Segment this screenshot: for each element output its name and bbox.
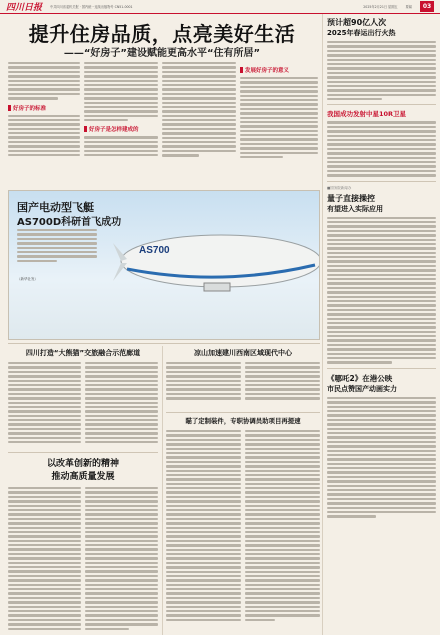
lead-subhead: ——“好房子”建设赋能更高水平“住有所居” — [63, 48, 261, 59]
masthead-info: 中共四川省委机关报 · 国内统一连续出版物号 CN51-0001 — [50, 5, 133, 9]
airship-gondola — [204, 283, 230, 291]
body-text — [8, 115, 80, 157]
divider — [162, 346, 163, 635]
body-text — [166, 430, 241, 621]
sidebar-subheadline: 市民点赞国产动画实力 — [327, 384, 397, 393]
photo-title: 国产电动型飞艇 — [17, 201, 94, 214]
body-text — [8, 487, 81, 630]
body-text — [84, 62, 158, 121]
panda-story — [8, 348, 158, 448]
airship-tail-text: AS700 — [139, 245, 170, 256]
divider — [327, 104, 436, 105]
divider — [8, 343, 320, 344]
page-number: 03 — [420, 1, 434, 12]
lead-column-1 — [8, 62, 80, 187]
story-headline: 凉山加速建川西南区域现代中心 — [194, 349, 292, 357]
body-text — [85, 362, 158, 443]
sidebar-subheadline: 2025年春运出行火热 — [327, 29, 396, 37]
story-headline: 四川打造“大熊猫”交旅融合示范廊道 — [25, 349, 141, 357]
divider — [8, 452, 158, 453]
sidebar-tag: ■国务院新闻办 — [327, 185, 352, 190]
section-heading: 好房子是怎样建成的 — [84, 125, 158, 133]
masthead-date: 2025年2月21日 星期五 — [363, 5, 398, 9]
body-text — [8, 62, 80, 100]
body-text — [8, 362, 81, 443]
sidebar-headline: 《哪吒2》在港公映 — [327, 373, 393, 383]
masthead — [0, 0, 440, 14]
lead-column-3 — [162, 62, 236, 187]
body-text — [327, 217, 436, 364]
lead-column-2 — [84, 62, 158, 187]
body-text — [84, 136, 158, 156]
body-text — [240, 77, 318, 158]
sidebar-subheadline: 有望进入实际应用 — [327, 204, 383, 213]
body-text — [327, 397, 436, 518]
body-text — [245, 362, 320, 400]
divider — [327, 368, 436, 369]
newspaper-logo: 四川日报 — [6, 3, 43, 13]
body-text — [245, 430, 320, 621]
airship-fin — [113, 243, 127, 261]
reform-story — [8, 456, 158, 635]
sidebar-headline: 预计超90亿人次 — [327, 18, 387, 27]
housing-story — [166, 416, 320, 635]
divider — [166, 412, 320, 413]
lead-column-4 — [240, 62, 318, 187]
page-label: 要闻 — [405, 5, 412, 9]
airship-illustration — [9, 191, 320, 340]
airship-photo — [8, 190, 320, 340]
story-subheadline: 推动高质量发展 — [51, 472, 115, 482]
story-headline: 瞄了定制装件，专职协调员助项目再提速 — [185, 417, 301, 425]
body-text — [166, 362, 241, 400]
lead-headline: 提升住房品质，点亮美好生活 — [28, 22, 296, 46]
liangshan-story — [166, 348, 320, 408]
divider — [327, 181, 436, 182]
story-headline: 以改革创新的精神 — [46, 459, 119, 469]
sidebar-headline: 我国成功发射中星10R卫星 — [327, 110, 407, 119]
body-text — [327, 41, 436, 100]
photo-subtitle: AS700D科研首飞成功 — [17, 217, 122, 228]
body-text — [162, 62, 236, 157]
body-text — [327, 121, 436, 176]
right-sidebar — [322, 14, 440, 635]
photo-credit: （新华社发） — [17, 277, 38, 281]
airship-hull — [121, 235, 320, 287]
section-heading: 好房子的标准 — [8, 104, 80, 112]
sidebar-headline: 量子直接操控 — [327, 193, 375, 203]
section-heading: 发展好房子的意义 — [240, 66, 318, 74]
body-text — [85, 487, 158, 630]
